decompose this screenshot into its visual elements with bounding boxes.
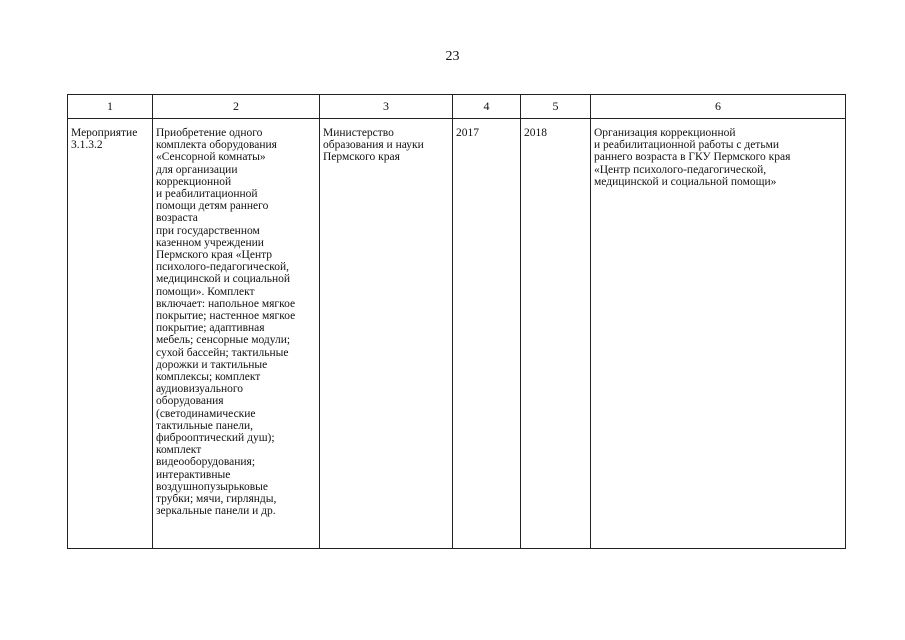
result-line: «Центр психолого-педагогической,: [594, 163, 767, 176]
header-cell-6: 6: [591, 95, 846, 119]
executor-cell: [320, 119, 453, 549]
result-line: и реабилитационной работы с детьми: [594, 139, 780, 152]
page-number: 23: [445, 49, 460, 64]
description-line: включает: напольное мягкое: [156, 297, 296, 310]
measure-id-line: 3.1.3.2: [71, 139, 103, 152]
description-line: и реабилитационной: [156, 188, 258, 201]
result-line: Организация коррекционной: [594, 127, 736, 139]
description-line: возраста: [156, 212, 198, 225]
expected-result-cell: [591, 119, 846, 549]
executor-line: Пермского края: [323, 151, 400, 164]
description-line: трубки; мячи, гирлянды,: [156, 493, 277, 506]
result-line: раннего возраста в ГКУ Пермского края: [594, 151, 791, 164]
description-line: оборудования: [156, 395, 224, 408]
header-cell-1: 1: [68, 95, 153, 119]
header-cell-3: 3: [320, 95, 453, 119]
description-line: комплексы; комплект: [156, 371, 261, 384]
description-line: помощи детям раннего: [156, 200, 269, 213]
header-cell-2: 2: [153, 95, 320, 119]
description-line: аудиовизуального: [156, 383, 244, 396]
measures-table: [67, 94, 846, 549]
description-line: воздушнопузырьковые: [156, 480, 268, 493]
measure-id-line: Мероприятие: [71, 127, 138, 139]
description-line: фиброоптический душ);: [156, 432, 275, 445]
description-line: комплект: [156, 444, 202, 457]
description-line: «Сенсорной комнаты»: [156, 151, 266, 164]
description-line: помощи». Комплект: [156, 285, 255, 298]
description-line: психолого-педагогической,: [156, 261, 289, 274]
description-line: Пермского края «Центр: [156, 249, 273, 262]
description-line: дорожки и тактильные: [156, 358, 268, 371]
description-line: казенном учреждении: [156, 236, 264, 249]
description-line: мебель; сенсорные модули;: [156, 334, 291, 347]
table-header-row: [68, 95, 846, 119]
end-year-cell: 2018: [521, 119, 591, 549]
description-line: интерактивные: [156, 468, 231, 481]
description-line: медицинской и социальной: [156, 273, 291, 286]
description-line: зеркальные панели и др.: [156, 505, 276, 518]
result-line: медицинской и социальной помощи»: [594, 175, 777, 188]
executor-line: Министерство: [323, 127, 394, 139]
description-line: для организации: [156, 163, 238, 176]
description-line: сухой бассейн; тактильные: [156, 346, 289, 359]
description-line: видеооборудования;: [156, 456, 256, 469]
executor-line: образования и науки: [323, 139, 424, 152]
header-cell-4: 4: [453, 95, 521, 119]
measure-description-cell: [153, 119, 320, 549]
description-line: покрытие; адаптивная: [156, 322, 265, 335]
description-line: тактильные панели,: [156, 419, 254, 432]
description-line: комплекта оборудования: [156, 139, 277, 152]
description-line: при государственном: [156, 224, 260, 237]
description-line: Приобретение одного: [156, 127, 263, 139]
description-line: (светодинамические: [156, 407, 256, 420]
description-line: покрытие; настенное мягкое: [156, 310, 296, 323]
header-cell-5: 5: [521, 95, 591, 119]
description-line: коррекционной: [156, 175, 232, 188]
table-row: [68, 119, 846, 549]
measure-id-cell: [68, 119, 153, 549]
start-year-cell: 2017: [453, 119, 521, 549]
